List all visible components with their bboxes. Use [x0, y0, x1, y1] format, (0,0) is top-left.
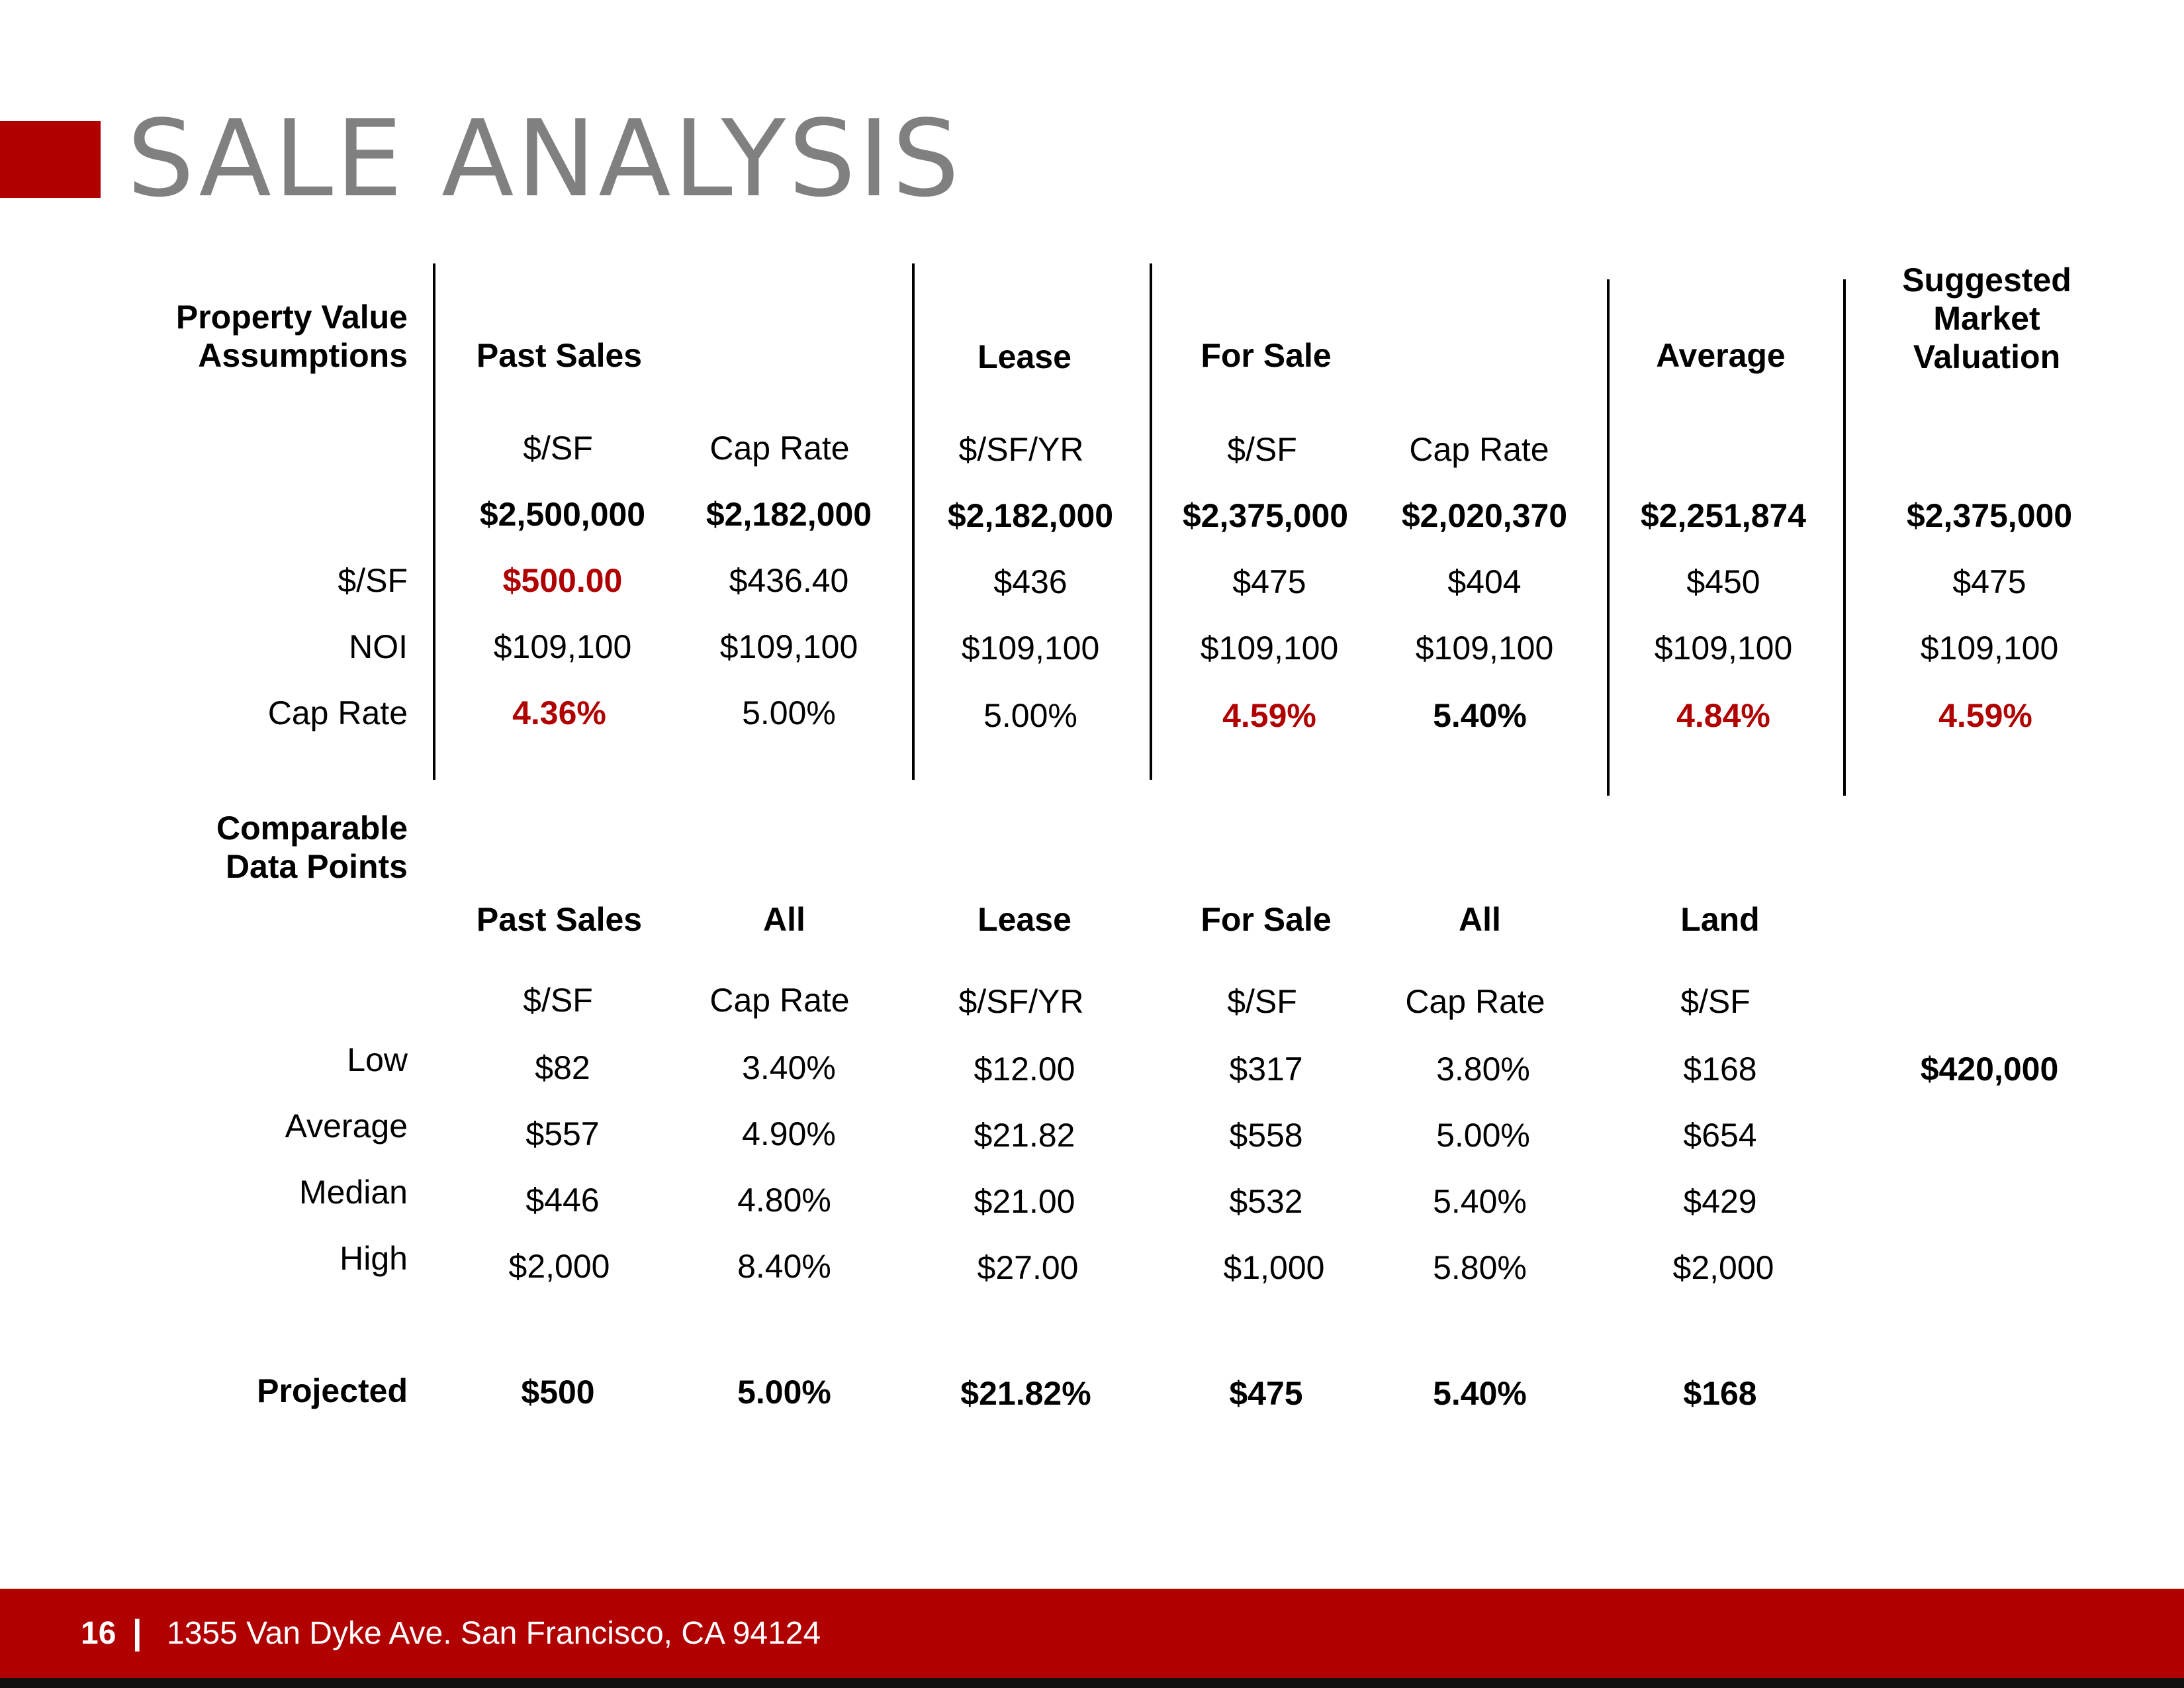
value-cell: 5.80%: [1433, 1249, 1527, 1286]
value-cell: 5.40%: [1433, 1183, 1527, 1220]
footer-page-number: 16: [81, 1616, 116, 1651]
value-cell: 4.59%: [1222, 697, 1316, 734]
value-cell: $532: [1229, 1183, 1303, 1220]
value-cell: $109,100: [493, 628, 632, 665]
col-header-lease: Lease: [978, 338, 1071, 375]
sub-header: $/SF/YR: [958, 431, 1084, 468]
value-cell: $109,100: [1200, 630, 1339, 667]
footer-address: 1355 Van Dyke Ave. San Francisco, CA 94124: [167, 1616, 821, 1651]
section2-label: [216, 809, 408, 886]
value-cell: $2,375,000: [1906, 497, 2073, 534]
value-cell: $2,375,000: [1182, 497, 1349, 534]
value-cell: $109,100: [1654, 630, 1793, 667]
col-header: Past Sales: [476, 901, 643, 938]
sub-header: Cap Rate: [1409, 431, 1549, 468]
value-cell: $475: [1229, 1375, 1303, 1412]
footer-bottom-line: [0, 1678, 2184, 1688]
sub-header: $/SF/YR: [958, 983, 1084, 1020]
value-cell: $429: [1683, 1183, 1757, 1220]
value-cell: $317: [1229, 1051, 1303, 1088]
row-label-projected: Projected: [257, 1372, 408, 1409]
value-cell: 5.00%: [742, 694, 836, 731]
value-cell: $2,000: [1672, 1249, 1774, 1286]
value-cell: $2,000: [508, 1248, 610, 1285]
value-cell: $27.00: [977, 1249, 1079, 1286]
title-accent-bar: [0, 121, 101, 198]
value-cell: $475: [1232, 563, 1306, 600]
row-label-low: Low: [347, 1041, 408, 1078]
row-label-median: Median: [299, 1174, 408, 1211]
value-cell: $168: [1683, 1051, 1757, 1088]
row-label-noi: NOI: [349, 628, 408, 665]
sub-header: Cap Rate: [709, 430, 850, 467]
value-cell: 4.90%: [742, 1115, 836, 1152]
value-cell: 4.84%: [1676, 697, 1770, 734]
value-cell: $21.82: [974, 1117, 1075, 1154]
value-cell: 4.59%: [1938, 697, 2032, 734]
sub-header: $/SF: [1227, 983, 1297, 1020]
value-cell: $2,182,000: [705, 496, 872, 533]
col-header: For Sale: [1201, 901, 1332, 938]
value-cell: $109,100: [1920, 630, 2059, 667]
col-header: Land: [1680, 901, 1760, 938]
value-cell: $500.00: [502, 562, 623, 599]
value-cell: 4.80%: [737, 1182, 831, 1219]
col-header: All: [763, 901, 805, 938]
value-cell: $557: [525, 1115, 600, 1152]
value-cell: $654: [1683, 1117, 1757, 1154]
value-cell: $450: [1686, 563, 1760, 600]
value-cell: 5.00%: [1436, 1117, 1530, 1154]
value-cell: $21.00: [974, 1183, 1075, 1220]
column-divider: [1150, 263, 1152, 780]
value-cell: 3.40%: [742, 1049, 836, 1086]
column-divider: [433, 263, 435, 780]
value-cell: $109,100: [1415, 630, 1554, 667]
value-cell: $558: [1229, 1117, 1303, 1154]
section1-label-line2: Assumptions: [198, 337, 408, 374]
sub-header: $/SF: [1227, 431, 1297, 468]
value-cell: $2,251,874: [1640, 497, 1807, 534]
row-label-high: High: [340, 1240, 408, 1277]
sub-header: Cap Rate: [1405, 983, 1545, 1020]
col-header-past-sales: Past Sales: [476, 337, 643, 374]
sub-header: $/SF: [1680, 983, 1751, 1020]
value-cell: $109,100: [719, 628, 858, 665]
column-divider: [1843, 279, 1846, 796]
row-label-average: Average: [285, 1107, 408, 1145]
value-cell: $2,020,370: [1401, 497, 1568, 534]
value-cell: $2,500,000: [479, 496, 646, 533]
col-header: Lease: [978, 901, 1071, 938]
value-cell: 5.00%: [737, 1374, 831, 1411]
row-label-psf: $/SF: [338, 562, 408, 599]
value-cell: 5.40%: [1433, 1375, 1527, 1412]
value-cell: $475: [1952, 563, 2026, 600]
value-cell: $12.00: [974, 1051, 1075, 1088]
col-header-for-sale: For Sale: [1201, 337, 1332, 374]
value-cell: $420,000: [1920, 1051, 2059, 1088]
section2-label-line2: Data Points: [225, 848, 408, 885]
value-cell: $1,000: [1223, 1249, 1325, 1286]
value-cell: 8.40%: [737, 1248, 831, 1285]
section1-label: [176, 298, 408, 375]
value-cell: $436: [993, 563, 1068, 600]
value-cell: 5.00%: [983, 697, 1077, 734]
value-cell: $82: [535, 1049, 590, 1086]
sub-header: Cap Rate: [709, 982, 850, 1019]
value-cell: $21.82%: [960, 1375, 1091, 1412]
column-divider: [912, 263, 915, 780]
column-divider: [1607, 279, 1610, 796]
value-cell: $2,182,000: [947, 497, 1114, 534]
value-cell: $109,100: [961, 630, 1100, 667]
footer-separator: |: [132, 1613, 142, 1652]
value-cell: $168: [1683, 1375, 1757, 1412]
value-cell: 5.40%: [1433, 697, 1527, 734]
value-cell: 4.36%: [512, 694, 606, 731]
section1-label-line1: Property Value: [175, 299, 408, 336]
col-header-average: Average: [1656, 337, 1786, 374]
suggested-line1: Suggested: [1902, 261, 2071, 299]
page-title: SALE ANALYSIS: [127, 97, 962, 220]
sub-header: $/SF: [523, 982, 593, 1019]
col-header: All: [1459, 901, 1501, 938]
row-label-cap-rate: Cap Rate: [267, 694, 408, 731]
value-cell: $500: [521, 1374, 595, 1411]
section2-label-line1: Comparable: [216, 810, 408, 847]
value-cell: $436.40: [729, 562, 849, 599]
value-cell: $446: [525, 1182, 600, 1219]
value-cell: 3.80%: [1436, 1051, 1530, 1088]
sub-header: $/SF: [523, 430, 593, 467]
suggested-line2: Market: [1933, 300, 2040, 337]
col-header-suggested-valuation: [1902, 261, 2071, 376]
suggested-line3: Valuation: [1913, 338, 2061, 375]
value-cell: $404: [1447, 563, 1522, 600]
